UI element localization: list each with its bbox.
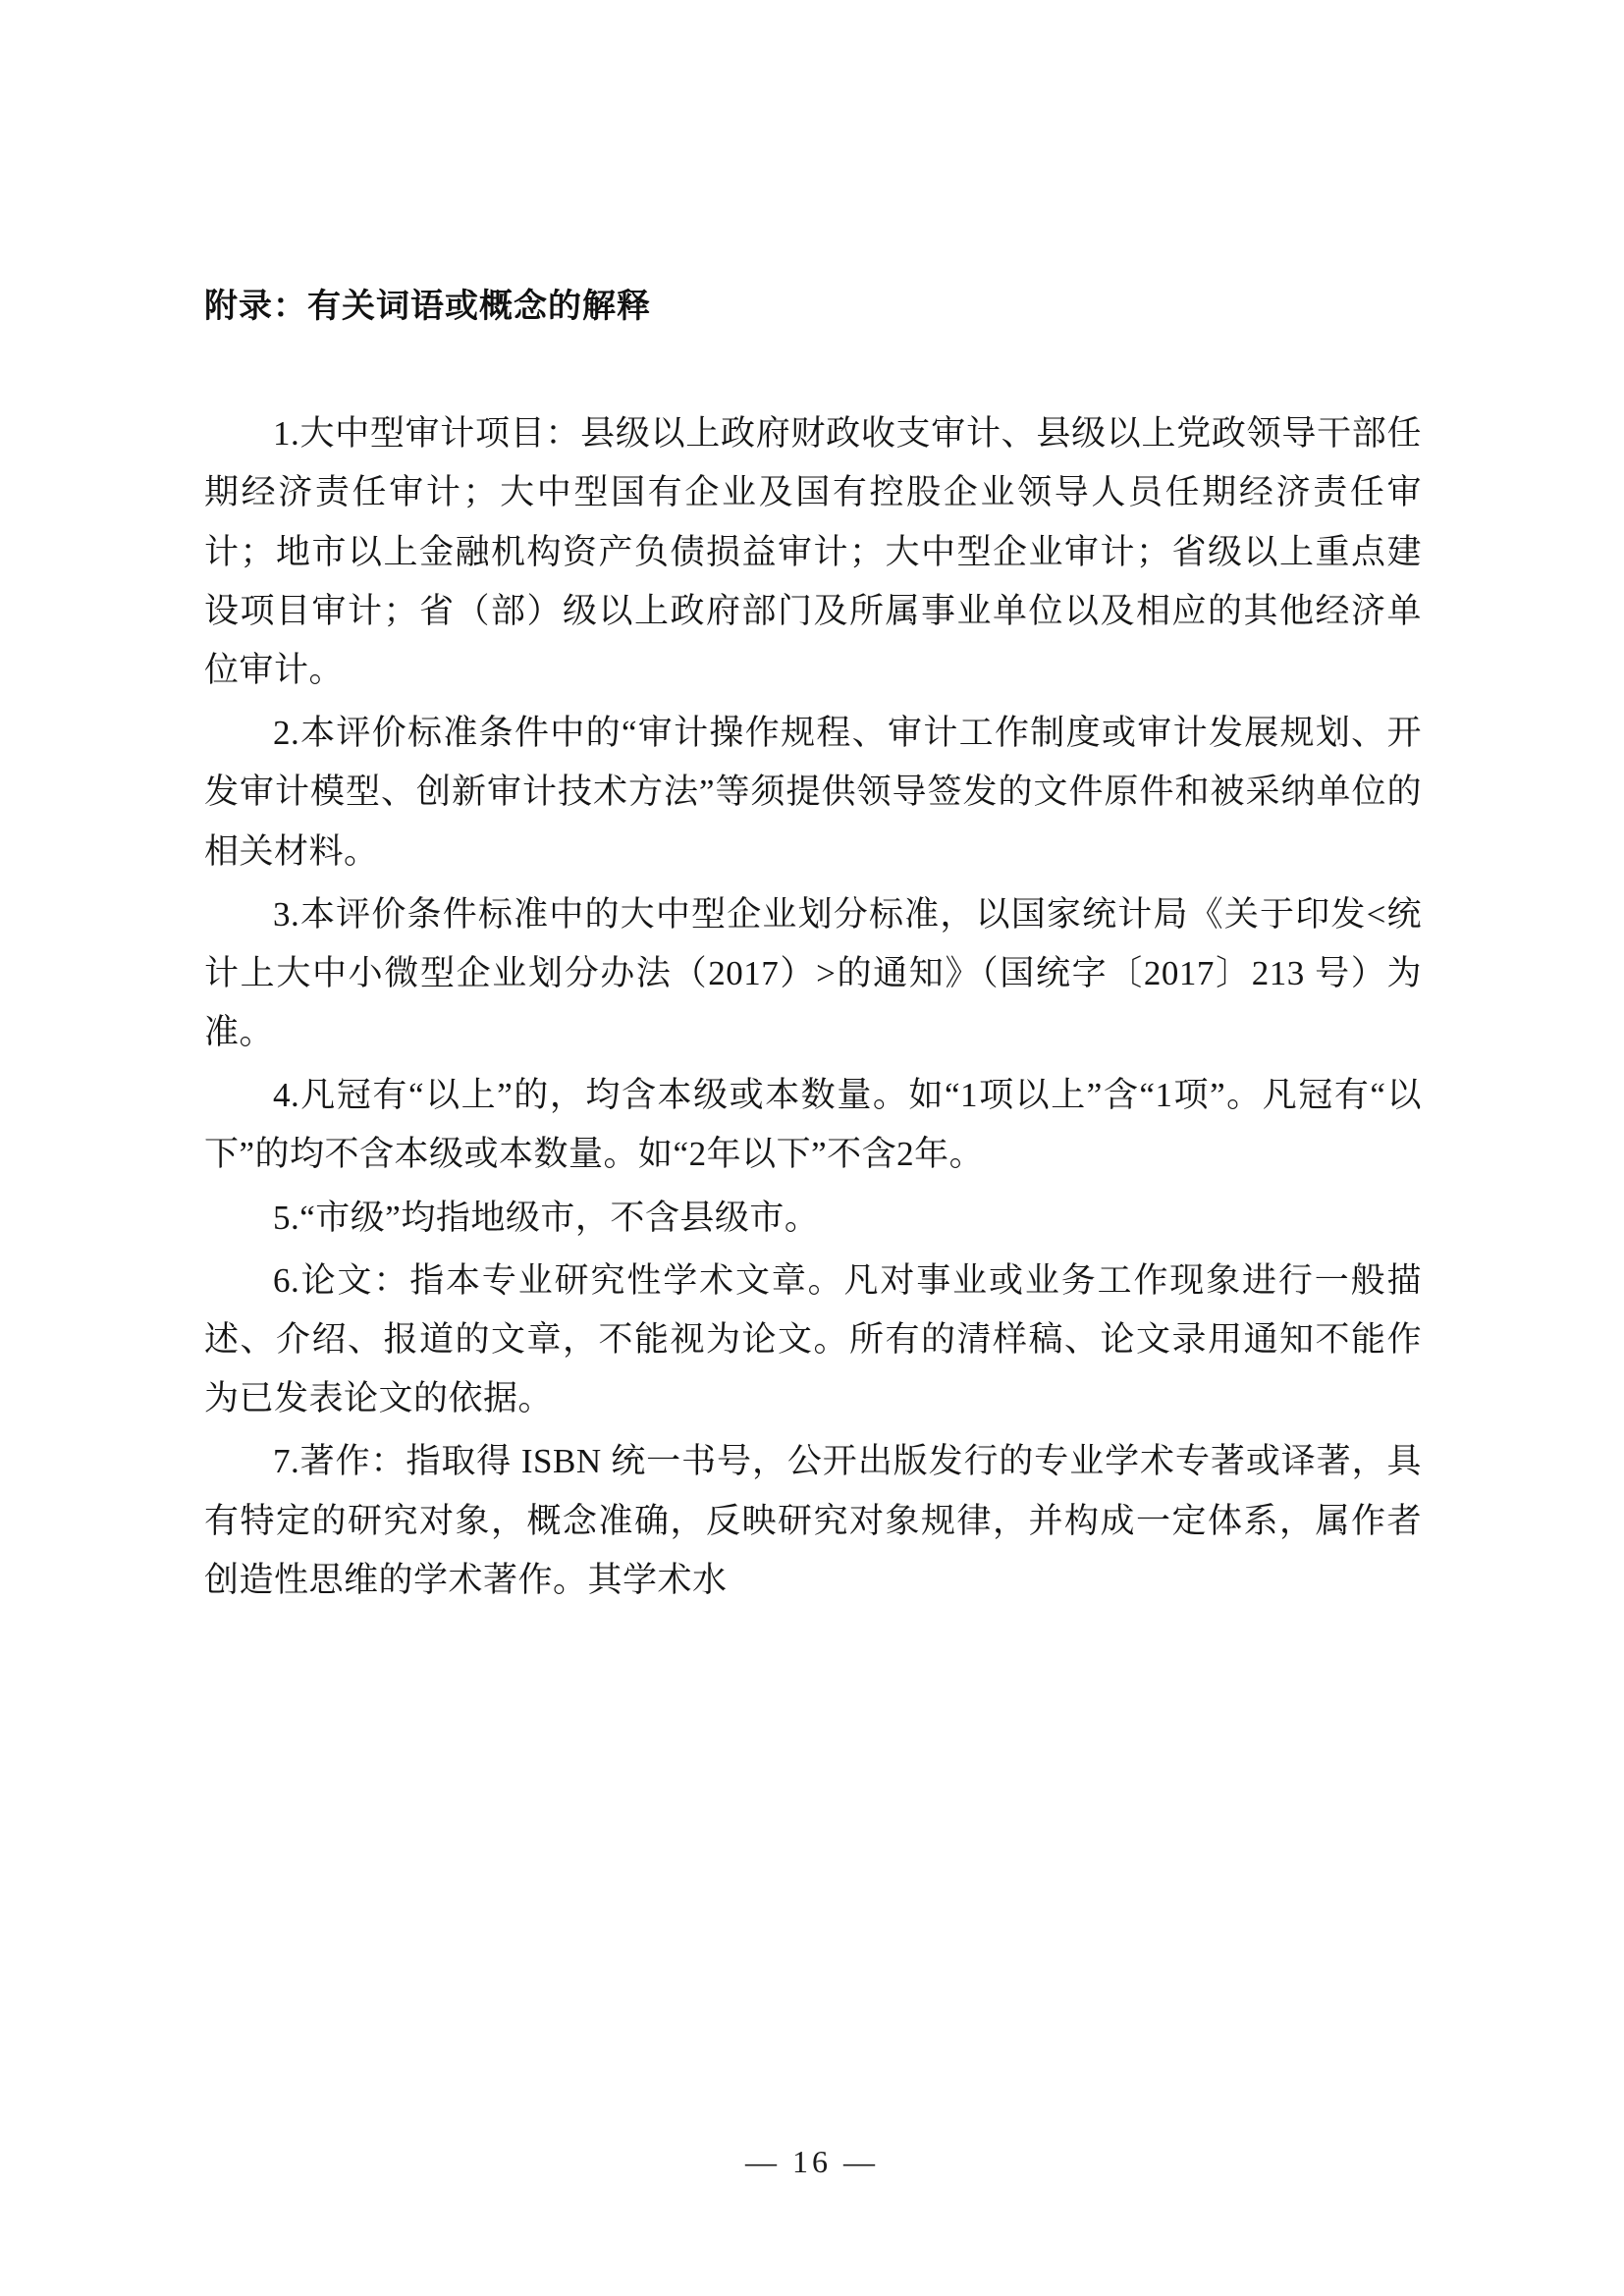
paragraph-6: 6.论文：指本专业研究性学术文章。凡对事业或业务工作现象进行一般描述、介绍、报道的文章，不能视为论文。所有的清样稿、论文录用通知不能作为已发表论文的依据。	[204, 1260, 1422, 1418]
page-title: 附录：有关词语或概念的解释	[204, 288, 651, 325]
paragraph-7: 7.著作：指取得 ISBN 统一书号，公开出版发行的专业学术专著或译著，具有特定的研究对象，概念准确，反映研究对象规律，并构成一定体系，属作者创造性思维的学术著作。其学术水	[204, 1442, 1422, 1599]
paragraph-1: 1.大中型审计项目：县级以上政府财政收支审计、县级以上党政领导干部任期经济责任审计；大中型国有企业及国有控股企业领导人员任期经济责任审计；地市以上金融机构资产负债损益审计；大中型企业审计；省级以上重点建设项目审计；省（部）级以上政府部门及所属事业单位以及相应的其他经济单位审计。	[204, 414, 1422, 689]
document-body	[204, 285, 1422, 1614]
paragraph-2: 2.本评价标准条件中的“审计操作规程、审计工作制度或审计发展规划、开发审计模型、创新审计技术方法”等须提供领导签发的文件原件和被采纳单位的相关材料。	[204, 714, 1422, 871]
paragraph-3: 3.本评价条件标准中的大中型企业划分标准，以国家统计局《关于印发<统计上大中小微型企业划分办法（2017）>的通知》（国统字〔2017〕213 号）为准。	[204, 894, 1422, 1052]
paragraph-5: 5.“市级”均指地级市，不含县级市。	[273, 1198, 820, 1237]
paragraph-4: 4.凡冠有“以上”的，均含本级或本数量。如“1项以上”含“1项”。凡冠有“以下”的均不含本级或本数量。如“2年以下”不含2年。	[204, 1076, 1422, 1174]
page-number: — 16 —	[745, 2144, 879, 2179]
